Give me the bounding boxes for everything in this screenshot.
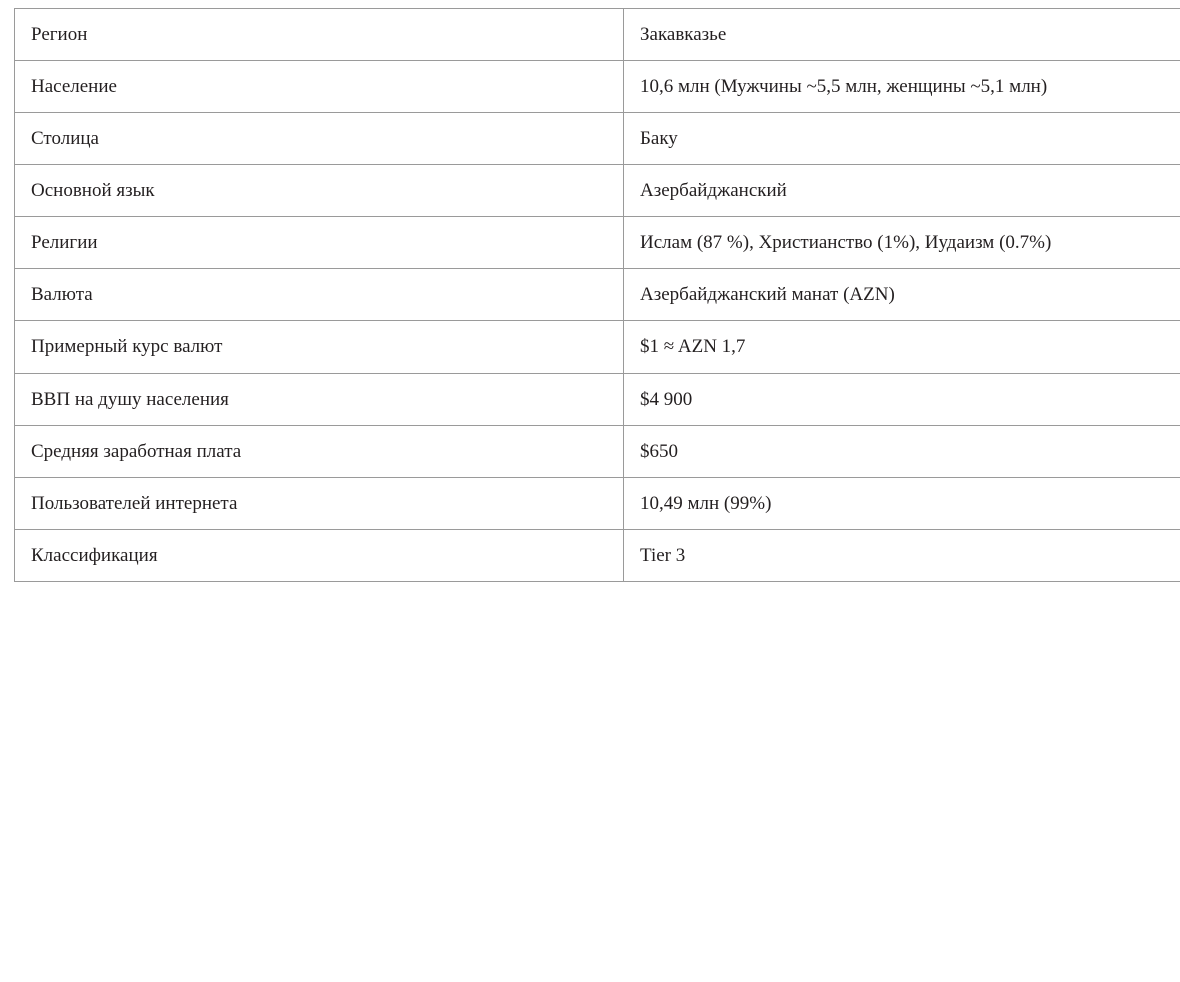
row-label: Основной язык <box>15 165 624 217</box>
row-label: ВВП на душу населения <box>15 373 624 425</box>
row-label: Примерный курс валют <box>15 321 624 373</box>
row-value: Tier 3 <box>624 529 1180 581</box>
row-value: $1 ≈ AZN 1,7 <box>624 321 1180 373</box>
row-value: $4 900 <box>624 373 1180 425</box>
row-label: Религии <box>15 217 624 269</box>
row-label: Столица <box>15 113 624 165</box>
table-row <box>15 477 1180 529</box>
row-label: Регион <box>15 9 624 61</box>
table-row <box>15 373 1180 425</box>
row-value: $650 <box>624 425 1180 477</box>
table-row <box>15 61 1180 113</box>
row-value: 10,6 млн (Мужчины ~5,5 млн, женщины ~5,1 млн) <box>624 61 1180 113</box>
table-row <box>15 165 1180 217</box>
row-label: Классификация <box>15 529 624 581</box>
row-label: Средняя заработная плата <box>15 425 624 477</box>
row-value: Ислам (87 %), Христианство (1%), Иудаизм (0.7%) <box>624 217 1180 269</box>
table-row <box>15 217 1180 269</box>
table-body <box>15 9 1180 582</box>
table-row <box>15 425 1180 477</box>
row-value: Баку <box>624 113 1180 165</box>
row-label: Пользователей интернета <box>15 477 624 529</box>
table-row <box>15 529 1180 581</box>
table-row <box>15 113 1180 165</box>
table-row <box>15 9 1180 61</box>
row-label: Валюта <box>15 269 624 321</box>
table-row <box>15 321 1180 373</box>
row-label: Население <box>15 61 624 113</box>
country-fact-table <box>14 8 1180 582</box>
row-value: Азербайджанский <box>624 165 1180 217</box>
row-value: Азербайджанский манат (AZN) <box>624 269 1180 321</box>
table-row <box>15 269 1180 321</box>
row-value: 10,49 млн (99%) <box>624 477 1180 529</box>
row-value: Закавказье <box>624 9 1180 61</box>
